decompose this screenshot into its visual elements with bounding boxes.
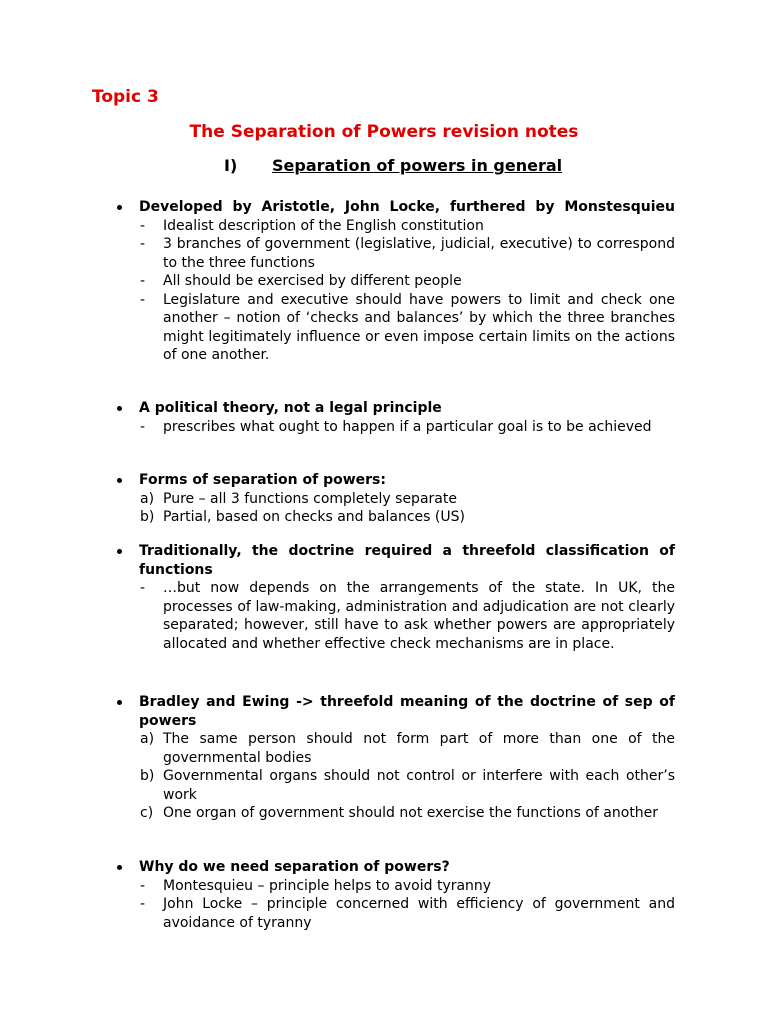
sub-text: Idealist description of the English constitution <box>163 217 484 234</box>
sub-marker: c) <box>140 805 154 821</box>
sub-item <box>114 895 675 932</box>
sub-item <box>114 730 675 767</box>
bullet-heading: Developed by Aristotle, John Locke, furthered by Monstesquieu <box>114 198 675 217</box>
sub-text: The same person should not form part of more than one of the governmental bodies <box>163 731 675 766</box>
sub-text: …but now depends on the arrangements of the state. In UK, the processes of law-making, administration and adjudication are not clearly separated; however, still have to ask whether powers are appropriately allocated and whether effective check mechanisms are in place. <box>163 580 675 652</box>
section-heading <box>224 156 562 175</box>
sub-text: Legislature and executive should have powers to limit and check one another – notion of ‘checks and balances’ by which the three branches might legitimately influence or even impose certain limits on the actions of one another. <box>163 291 675 363</box>
section-number: I) <box>224 156 238 175</box>
sub-text: Governmental organs should not control or interfere with each other’s work <box>163 768 675 803</box>
section-title: Separation of powers in general <box>272 156 563 175</box>
sub-item <box>114 418 675 437</box>
sub-item <box>114 217 675 236</box>
sub-text: All should be exercised by different people <box>163 273 462 289</box>
note-block-why <box>114 858 675 932</box>
sub-item <box>114 235 675 272</box>
sub-marker: a) <box>140 731 155 747</box>
sub-item <box>114 291 675 365</box>
bullet-heading: Forms of separation of powers: <box>114 471 675 490</box>
sub-text: Pure – all 3 functions completely separate <box>163 490 457 507</box>
sub-marker: b) <box>140 768 155 784</box>
sub-item <box>114 490 675 509</box>
sub-marker: - <box>140 896 146 912</box>
bullet-heading: A political theory, not a legal principle <box>114 399 675 418</box>
sub-item <box>114 579 675 653</box>
note-block-political-theory <box>114 399 675 436</box>
sub-marker: a) <box>140 490 155 507</box>
sub-marker: - <box>140 418 146 435</box>
sub-marker: b) <box>140 509 155 525</box>
bullet-heading: Why do we need separation of powers? <box>114 858 675 877</box>
note-block-bradley-ewing <box>114 693 675 823</box>
bullet-heading: Traditionally, the doctrine required a threefold classification of functions <box>114 542 675 579</box>
sub-text: One organ of government should not exercise the functions of another <box>163 805 659 821</box>
sub-item <box>114 877 675 896</box>
sub-item <box>114 508 675 527</box>
sub-marker: - <box>140 217 146 234</box>
sub-marker: - <box>140 877 146 894</box>
sub-text: Montesquieu – principle helps to avoid tyranny <box>163 877 492 894</box>
sub-marker: - <box>140 273 146 289</box>
sub-marker: - <box>140 580 146 596</box>
document-title: The Separation of Powers revision notes <box>189 122 579 142</box>
sub-text: 3 branches of government (legislative, judicial, executive) to correspond to the three functions <box>163 236 675 271</box>
note-block-traditionally <box>114 542 675 653</box>
sub-item <box>114 767 675 804</box>
sub-marker: - <box>140 236 146 252</box>
note-block-forms <box>114 471 675 527</box>
bullet-heading: Bradley and Ewing -> threefold meaning of the doctrine of sep of powers <box>114 693 675 730</box>
sub-item <box>114 804 675 823</box>
sub-marker: - <box>140 291 146 308</box>
topic-label: Topic 3 <box>92 87 159 107</box>
note-block-developed <box>114 198 675 365</box>
sub-item <box>114 272 675 291</box>
sub-text: John Locke – principle concerned with efficiency of government and avoidance of tyranny <box>163 896 675 931</box>
sub-text: prescribes what ought to happen if a particular goal is to be achieved <box>163 418 652 435</box>
sub-text: Partial, based on checks and balances (US) <box>163 509 465 525</box>
